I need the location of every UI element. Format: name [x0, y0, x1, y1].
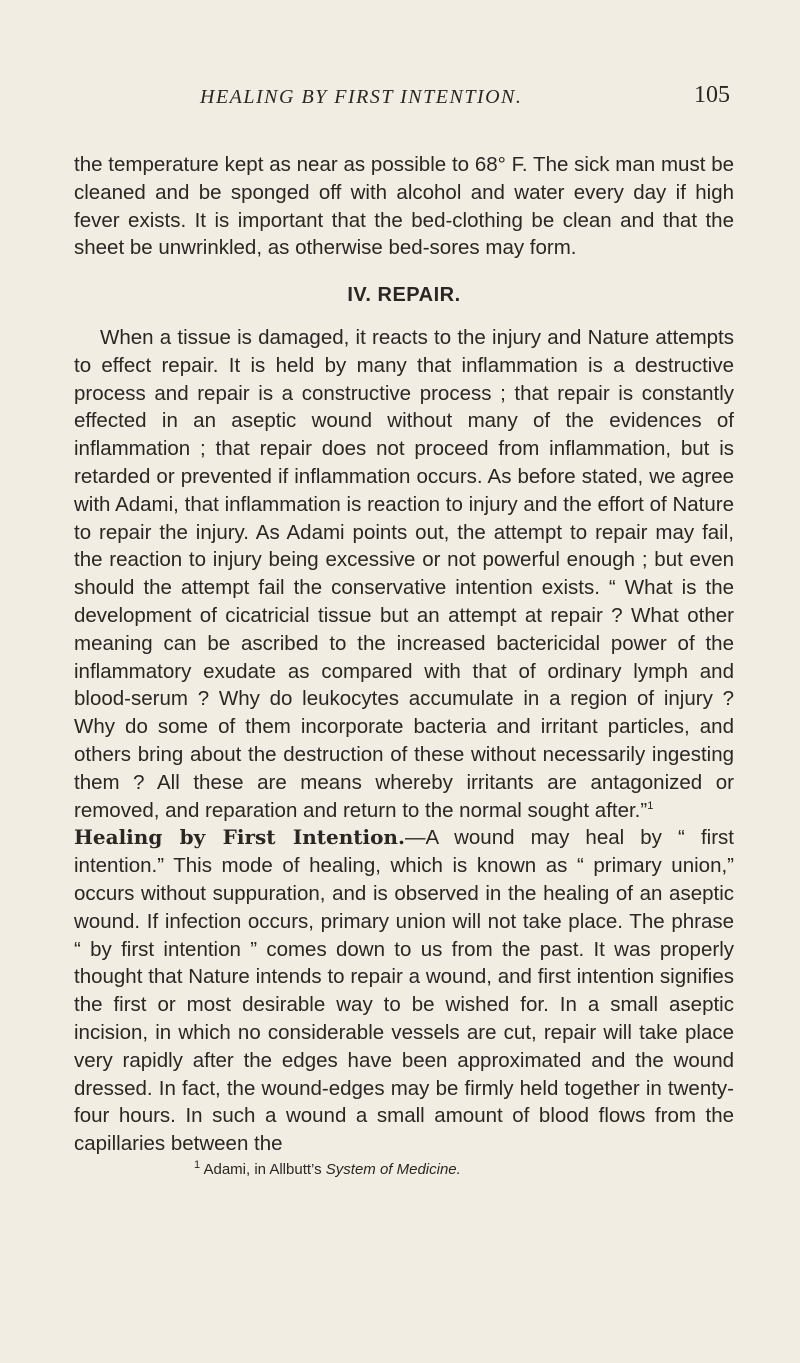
- page-number: 105: [694, 82, 730, 108]
- section-heading: IV. REPAIR.: [347, 284, 461, 307]
- paragraph-first-intention-text: —A wound may heal by “ first intention.” This mode of healing, which is known as “ primary union,” occurs without suppuration, and is observed in the healing of an aseptic wound. If infection occurs, primary union will not take place. The phrase “ by first intention ” comes down to us from the past. It was properly thought that Nature intends to repair a wound, and first intention signifies the first or most desirable way to be wished for. In a small aseptic incision, in which no considerable vessels are cut, repair will take place very rapidly after the edges have been approximated and the wound dressed. In fact, the wound-edges may be firmly held together in twenty-four hours. In such a wound a small amount of blood flows from the capillaries between the: [74, 826, 734, 1156]
- paragraph-first-intention: [74, 824, 734, 1158]
- paragraph-repair: [74, 324, 734, 824]
- run-in-heading: Healing by First Intention.: [74, 825, 405, 850]
- running-title: HEALING BY FIRST INTENTION.: [200, 86, 523, 108]
- paragraph-continuation: the temperature kept as near as possible to 68° F. The sick man must be cleaned and be sponged off with alcohol and water every day if high fever exists. It is important that the bed-clothing be clean and that the sheet be unwrinkled, as otherwise bed-sores may form.: [74, 153, 734, 260]
- running-head: [0, 80, 800, 120]
- footnote-source: System of Medicine.: [325, 1160, 461, 1178]
- footnote-text: Adami, in Allbutt’s: [203, 1160, 322, 1178]
- footnote: [74, 1160, 734, 1180]
- footnote-marker: 1: [194, 1158, 201, 1171]
- footnote-reference: 1: [647, 799, 654, 812]
- paragraph-repair-text: When a tissue is damaged, it reacts to the injury and Nature attempts to effect repair. It is held by many that inflammation is a destructive process and repair is a constructive process ; that repair is constantly effected in an aseptic wound without many of the evidences of inflammation ; that repair does not proceed from inflammation, but is retarded or prevented if inflammation occurs. As before stated, we agree with Adami, that inflammation is reaction to injury and the effort of Nature to repair the injury. As Adami points out, the attempt to repair may fail, the reaction to injury being excessive or not powerful enough ; but even should the attempt fail the conservative intention exists. “ What is the development of cicatricial tissue but an attempt at repair ? What other meaning can be ascribed to the increased bactericidal power of the inflammatory exudate as compared with that of ordinary lymph and blood-serum ? Why do leukocytes accumulate in a region of injury ? Why do some of them incorporate bacteria and irritant particles, and others bring about the destruction of these without necessarily ingesting them ? All these are means whereby irritants are antagonized or removed, and reparation and return to the normal sought after.”: [74, 325, 734, 822]
- body-text: [74, 151, 734, 1180]
